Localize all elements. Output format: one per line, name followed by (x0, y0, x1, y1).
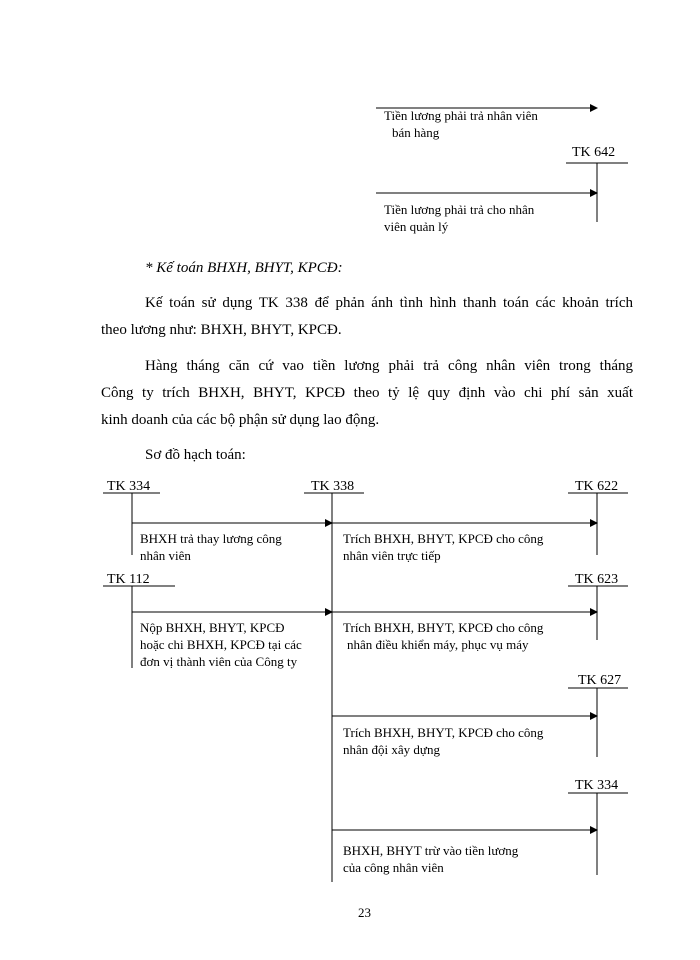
account-112: TK 112 (107, 572, 150, 587)
paragraph-1-line-1: Kế toán sử dụng TK 338 để phản ánh tình hình thanh toán các khoản trích (145, 295, 633, 311)
entry-4-label: Trích BHXH, BHYT, KPCĐ cho công nhân điều khiển máy, phục vụ máy (343, 620, 544, 652)
paragraph-2-line-1: Hàng tháng căn cứ vao tiền lương phải trả công nhân viên trong tháng (145, 358, 633, 374)
entry-3-label: Nộp BHXH, BHYT, KPCĐ hoặc chi BHXH, KPCĐ tại các đơn vị thành viên của Công ty (140, 620, 302, 669)
top-arrow-2-label: Tiền lương phải trả cho nhân viên quản lý (384, 202, 535, 234)
diagram-title: Sơ đồ hạch toán: (145, 447, 246, 463)
entry-5-label: Trích BHXH, BHYT, KPCĐ cho công nhân đội xây dựng (343, 725, 544, 757)
entry-1-label: BHXH trả thay lương công nhân viên (140, 531, 282, 563)
paragraph-2-line-2: Công ty trích BHXH, BHYT, KPCĐ theo tỷ lệ quy định vào chi phí sản xuất (101, 385, 633, 401)
account-627: TK 627 (578, 673, 622, 688)
paragraph-2-line-3: kinh doanh của các bộ phận sử dụng lao động. (101, 412, 380, 428)
account-334-right: TK 334 (575, 778, 619, 793)
account-623: TK 623 (575, 572, 619, 587)
page-number: 23 (358, 905, 371, 920)
account-334-left: TK 334 (107, 479, 151, 494)
section-title: * Kế toán BHXH, BHYT, KPCĐ: (145, 260, 343, 276)
account-622: TK 622 (575, 479, 619, 494)
top-arrow-1-label: Tiền lương phải trả nhân viên bán hàng (384, 108, 538, 140)
entry-6-label: BHXH, BHYT trừ vào tiền lương của công nhân viên (343, 843, 519, 875)
account-642-label: TK 642 (572, 145, 616, 160)
account-338: TK 338 (311, 479, 355, 494)
paragraph-1-line-2: theo lương như: BHXH, BHYT, KPCĐ. (101, 322, 342, 338)
entry-2-label: Trích BHXH, BHYT, KPCĐ cho công nhân viên trực tiếp (343, 531, 544, 563)
